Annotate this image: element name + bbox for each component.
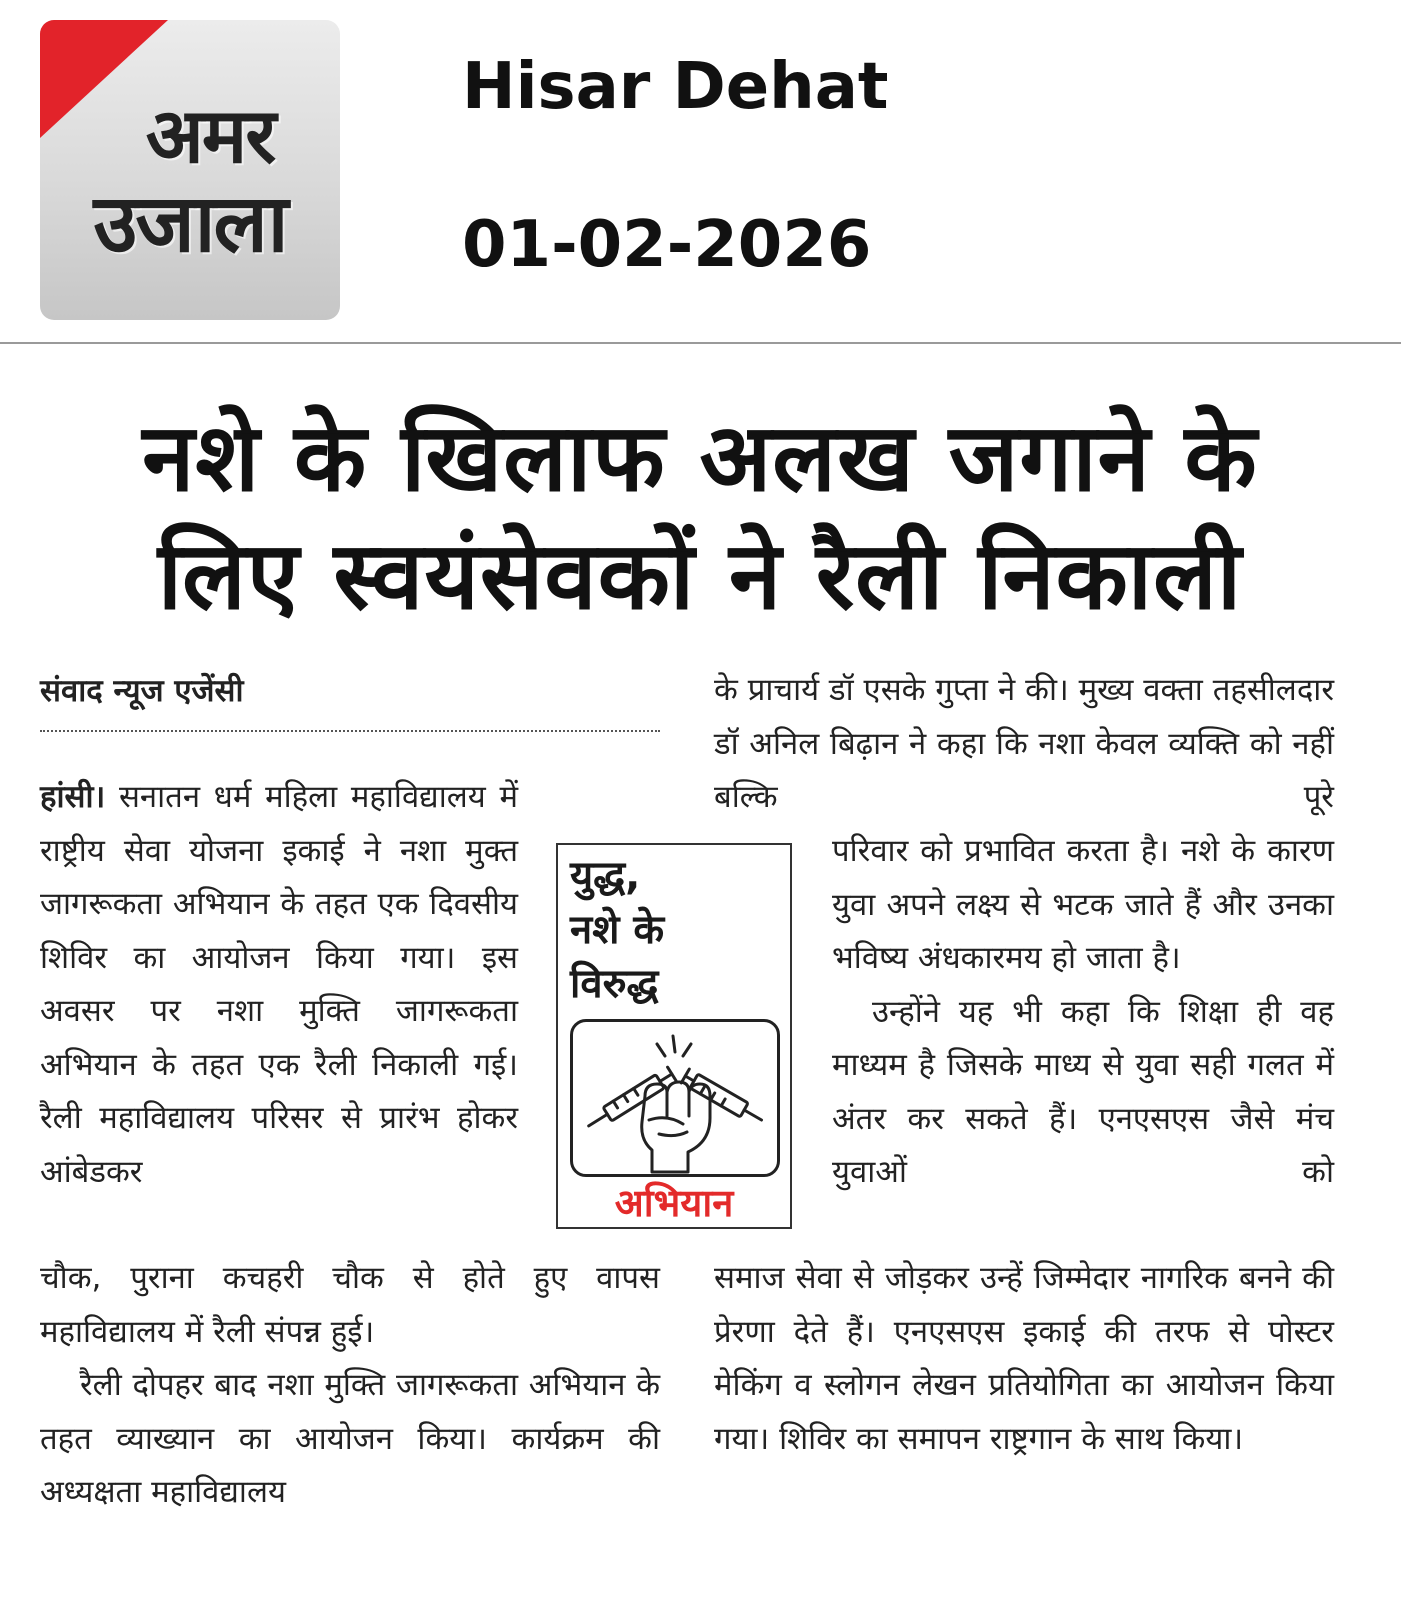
newspaper-logo <box>40 20 340 320</box>
edition-name: Hisar Dehat <box>462 50 889 124</box>
article-column-1-bottom <box>40 1252 660 1520</box>
logo-text-line2: उजाला <box>93 177 287 270</box>
article-headline <box>40 400 1360 636</box>
paragraph-2-continued: के प्राचार्य डॉ एसके गुप्ता ने की। मुख्य वक्ता तहसीलदार डॉ अनिल बिढ़ान ने कहा कि नशा केवल व्यक्ति को नहीं बल्कि पूरे <box>714 672 1334 815</box>
headline-line-1: नशे के खिलाफ अलख जगाने के <box>142 404 1258 513</box>
paragraph-3-continued: समाज सेवा से जोड़कर उन्हें जिम्मेदार नागरिक बनने की प्रेरणा देते हैं। एनएसएस इकाई की तरफ से पोस्टर मेकिंग व स्लोगन लेखन प्रतियोगिता का आयोजन किया गया। शिविर का समापन राष्ट्रगान के साथ किया। <box>714 1260 1334 1457</box>
campaign-emblem <box>570 1019 780 1177</box>
publication-date: 01-02-2026 <box>462 208 872 282</box>
article-paragraph-3: उन्होंने यह भी कहा कि शिक्षा ही वह माध्यम है जिसके माध्य से युवा सही गलत में अंतर कर सकते हैं। एनएसएस जैसे मंच युवाओं को <box>832 993 1334 1190</box>
article-column-2-bottom <box>714 1252 1334 1466</box>
paragraph-2-continued-2: परिवार को प्रभावित करता है। नशे के कारण युवा अपने लक्ष्य से भटक जाते हैं और उनका भविष्य अंधकारमय हो जाता है। <box>832 833 1334 976</box>
paragraph-1-continued: चौक, पुराना कचहरी चौक से होते हुए वापस महाविद्यालय में रैली संपन्न हुई। <box>40 1260 660 1350</box>
campaign-box <box>556 843 792 1229</box>
byline: संवाद न्यूज एजेंसी <box>40 673 244 709</box>
article-column-2-top <box>714 664 1334 825</box>
campaign-label: अभियान <box>614 1181 734 1225</box>
headline-line-2: लिए स्वयंसेवकों ने रैली निकाली <box>157 522 1243 631</box>
logo-text-line1: अमर <box>145 91 275 180</box>
campaign-title-line-2: नशे के <box>570 907 665 953</box>
dateline: हांसी। <box>40 779 106 815</box>
paragraph-1-text: सनातन धर्म महिला महाविद्यालय में राष्ट्रीय सेवा योजना इकाई ने नशा मुक्त जागरूकता अभियान के तहत एक दिवसीय शिविर का आयोजन किया गया। इस अवसर पर नशा मुक्ति जागरूकता अभियान के तहत एक रैली निकाली गई। रैली महाविद्यालय परिसर से प्रारंभ होकर आंबेडकर <box>40 779 519 1190</box>
campaign-title-line-1: युद्ध, <box>570 853 641 899</box>
article-column-1-top <box>40 771 518 1199</box>
byline-divider <box>40 730 660 732</box>
campaign-title-line-3: विरुद्ध <box>570 961 659 1007</box>
header-divider <box>0 342 1401 344</box>
fist-breaking-syringes-icon <box>573 1022 777 1174</box>
article-paragraph-1 <box>40 771 518 1199</box>
article-paragraph-2: रैली दोपहर बाद नशा मुक्ति जागरूकता अभियान के तहत व्याख्यान का आयोजन किया। कार्यक्रम की अध्यक्षता महाविद्यालय <box>40 1367 660 1510</box>
article-column-2-middle <box>832 825 1334 1200</box>
campaign-title <box>570 849 782 1011</box>
